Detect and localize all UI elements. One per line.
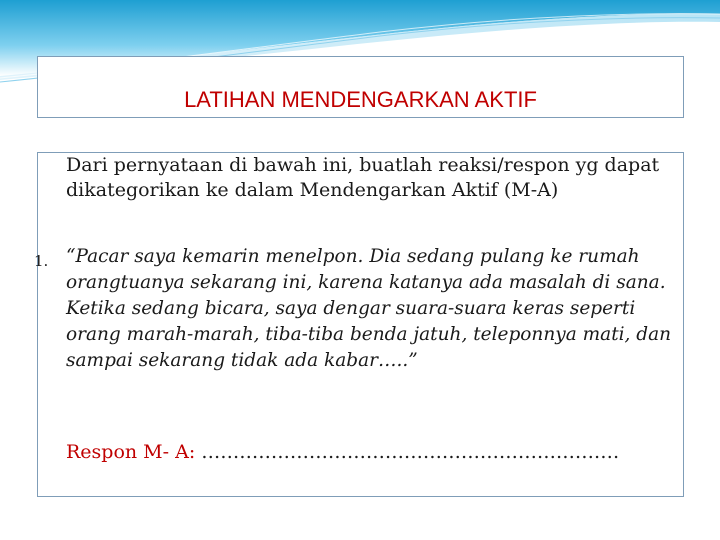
content-box <box>34 152 684 497</box>
question-number: 1. <box>34 252 49 270</box>
title-box <box>37 56 684 118</box>
slide-title: LATIHAN MENDENGARKAN AKTIF <box>184 87 537 112</box>
instruction-text: Dari pernyataan di bawah ini, buatlah reaksi/respon yg dapat dikategorikan ke dalam Mendengarkan Aktif (M-A) <box>66 154 660 201</box>
response-line <box>66 439 619 465</box>
response-label: Respon M- A: <box>66 441 202 463</box>
response-blank: ………………………………………………………… <box>201 441 620 463</box>
question-text: “Pacar saya kemarin menelpon. Dia sedang pulang ke rumah orangtuanya sekarang ini, karena katanya ada masalah di sana. Ketika sedang bicara, saya dengar suara-suara keras seperti orang marah-marah, tiba-tiba benda jatuh, teleponnya mati, dan sampai sekarang tidak ada kabar…..” <box>66 246 672 371</box>
